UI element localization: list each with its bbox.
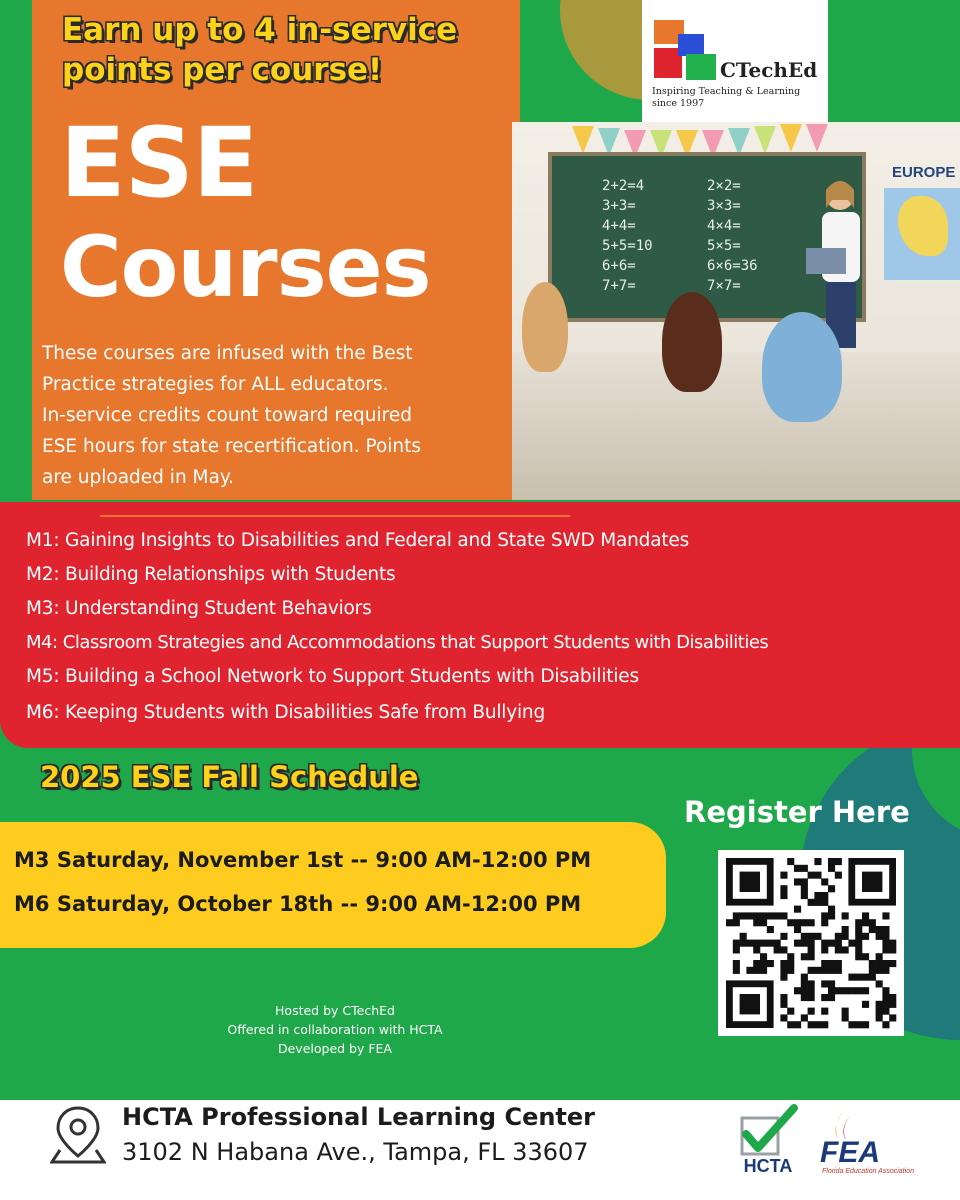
hcta-logo — [736, 1104, 800, 1180]
student-figure — [522, 282, 568, 372]
board-equation: 6×6=36 — [707, 258, 758, 274]
credit-line: Offered in collaboration with HCTA — [227, 1022, 443, 1037]
classroom-photo — [512, 122, 960, 500]
register-qr-code[interactable] — [718, 850, 904, 1036]
schedule-session: M6 Saturday, October 18th -- 9:00 AM-12:00 PM — [14, 892, 582, 916]
board-equation: 2×2= — [707, 178, 741, 194]
venue-address: 3102 N Habana Ave., Tampa, FL 33607 — [122, 1138, 589, 1166]
logo-since: since 1997 — [652, 98, 705, 109]
schedule-title: 2025 ESE Fall Schedule — [40, 760, 419, 794]
board-equation: 5+5=10 — [602, 238, 653, 254]
fea-logo-subtext: Florida Education Association — [822, 1168, 914, 1175]
fea-logo — [818, 1108, 914, 1182]
checkmark-icon — [736, 1104, 800, 1156]
intro-line: ESE hours for state recertification. Points — [42, 436, 422, 457]
board-equation: 7×7= — [707, 278, 741, 294]
board-equation: 6+6= — [602, 258, 636, 274]
title-line-2: Courses — [60, 218, 431, 316]
logo-square — [686, 54, 716, 80]
module-item: M6: Keeping Students with Disabilities Safe from Bullying — [26, 702, 545, 723]
board-equation: 4×4= — [707, 218, 741, 234]
board-equation: 5×5= — [707, 238, 741, 254]
module-item: M1: Gaining Insights to Disabilities and Federal and State SWD Mandates — [26, 530, 690, 551]
europe-map — [884, 162, 960, 282]
headline-line-2: points per course! — [62, 52, 383, 88]
credit-line: Hosted by CTechEd — [275, 1003, 395, 1018]
logo-name: CTechEd — [720, 58, 818, 82]
logo-tagline — [652, 86, 800, 110]
logo-tagline-text: Inspiring Teaching & Learning — [652, 86, 801, 97]
board-equation: 4+4= — [602, 218, 636, 234]
intro-line: Practice strategies for ALL educators. — [42, 374, 389, 395]
title-line-1: ESE — [60, 107, 258, 219]
intro-line: These courses are infused with the Best — [42, 343, 413, 364]
student-figure — [662, 292, 722, 392]
intro-line: are uploaded in May. — [42, 467, 235, 488]
module-item: M3: Understanding Student Behaviors — [26, 598, 372, 619]
student-figure — [762, 312, 842, 422]
register-heading: Register Here — [684, 795, 910, 829]
hcta-logo-text: HCTA — [743, 1156, 793, 1176]
location-pin-icon — [50, 1104, 106, 1166]
schedule-box — [0, 822, 666, 948]
schedule-session: M3 Saturday, November 1st -- 9:00 AM-12:00 PM — [14, 848, 592, 872]
headline — [62, 10, 502, 90]
classroom-desks — [512, 352, 960, 500]
module-item: M2: Building Relationships with Students — [26, 564, 396, 585]
venue-name: HCTA Professional Learning Center — [122, 1103, 596, 1131]
divider-line — [100, 515, 570, 517]
board-equation: 3×3= — [707, 198, 741, 214]
fea-logo-text: FEA — [820, 1136, 880, 1169]
map-label: EUROPE — [892, 164, 956, 181]
qr-code-icon — [718, 850, 904, 1036]
intro-text — [42, 338, 517, 493]
intro-line: In-service credits count toward required — [42, 405, 412, 426]
board-equation: 2+2=4 — [602, 178, 645, 194]
headline-line-1: Earn up to 4 in-service — [62, 12, 458, 48]
ctechd-logo — [642, 0, 828, 122]
board-equation: 3+3= — [602, 198, 636, 214]
module-item: M4: Classroom Strategies and Accommodations that Support Students with Disabilities — [26, 632, 769, 653]
module-item: M5: Building a School Network to Support Students with Disabilities — [26, 666, 639, 687]
logo-square — [678, 34, 704, 56]
credit-line: Developed by FEA — [277, 1041, 392, 1056]
board-equation: 7+7= — [602, 278, 636, 294]
